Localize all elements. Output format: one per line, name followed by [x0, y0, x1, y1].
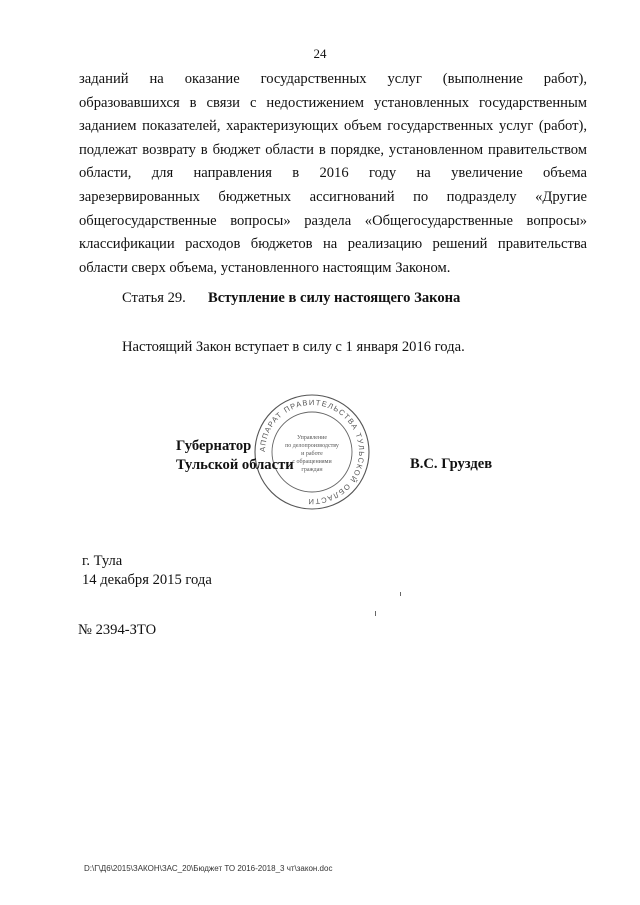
page-number: 24 — [313, 46, 327, 61]
stamp-inner-line: с обращениями — [292, 459, 332, 465]
body-line: подлежат возврату в бюджет области в порядке, установленном правительством — [79, 141, 587, 158]
file-path: D:\Г\Д6\2015\ЗАКОН\ЗАС_20\Бюджет ТО 2016-2018_3 чт\закон.doc — [84, 864, 333, 873]
stamp-inner-line: Управление — [296, 435, 328, 441]
registration-number: № 2394-ЗТО — [78, 622, 157, 638]
body-line: области, для направления в 2016 году на увеличение объема — [79, 165, 587, 182]
body-line: образовавшихся в связи с недостижением установленных государственным — [79, 94, 587, 111]
body-line: классификации расходов бюджетов на реализацию решений правительства — [79, 236, 587, 253]
enactment-text: Настоящий Закон вступает в силу с 1 января 2016 года. — [122, 339, 465, 355]
place: г. Тула — [82, 553, 123, 569]
body-line: области сверх объема, установленного настоящим Законом. — [79, 259, 451, 276]
scan-speck — [375, 611, 376, 616]
body-text — [79, 68, 587, 280]
stamp-inner-line: и работе — [301, 451, 323, 457]
place-and-date — [82, 552, 212, 590]
stamp-inner-line: по делопроизводству — [285, 443, 339, 449]
body-line: общегосударственные вопросы» раздела «Общегосударственные вопросы» — [79, 212, 587, 229]
article-title: Вступление в силу настоящего Закона — [208, 290, 461, 306]
body-line: заданием показателей, характеризующих объем государственных услуг (работ), — [79, 118, 587, 135]
article-heading — [122, 290, 460, 307]
stamp-inner-line: граждан — [301, 467, 323, 473]
scan-speck — [400, 592, 401, 596]
governor-title — [176, 437, 294, 475]
body-line: заданий на оказание государственных услуг (выполнение работ), — [79, 71, 587, 87]
body-line: зарезервированных бюджетных ассигнований по подразделу «Другие — [79, 188, 587, 205]
governor-name: В.С. Груздев — [410, 456, 493, 472]
stamp-ring-text: АППАРАТ ПРАВИТЕЛЬСТВА ТУЛЬСКОЙ ОБЛАСТИ — [257, 397, 367, 507]
governor-title-line: Тульской области — [176, 457, 294, 473]
article-number: Статья 29. — [122, 290, 186, 306]
governor-title-line: Губернатор — [176, 438, 252, 454]
signing-date: 14 декабря 2015 года — [82, 572, 212, 588]
